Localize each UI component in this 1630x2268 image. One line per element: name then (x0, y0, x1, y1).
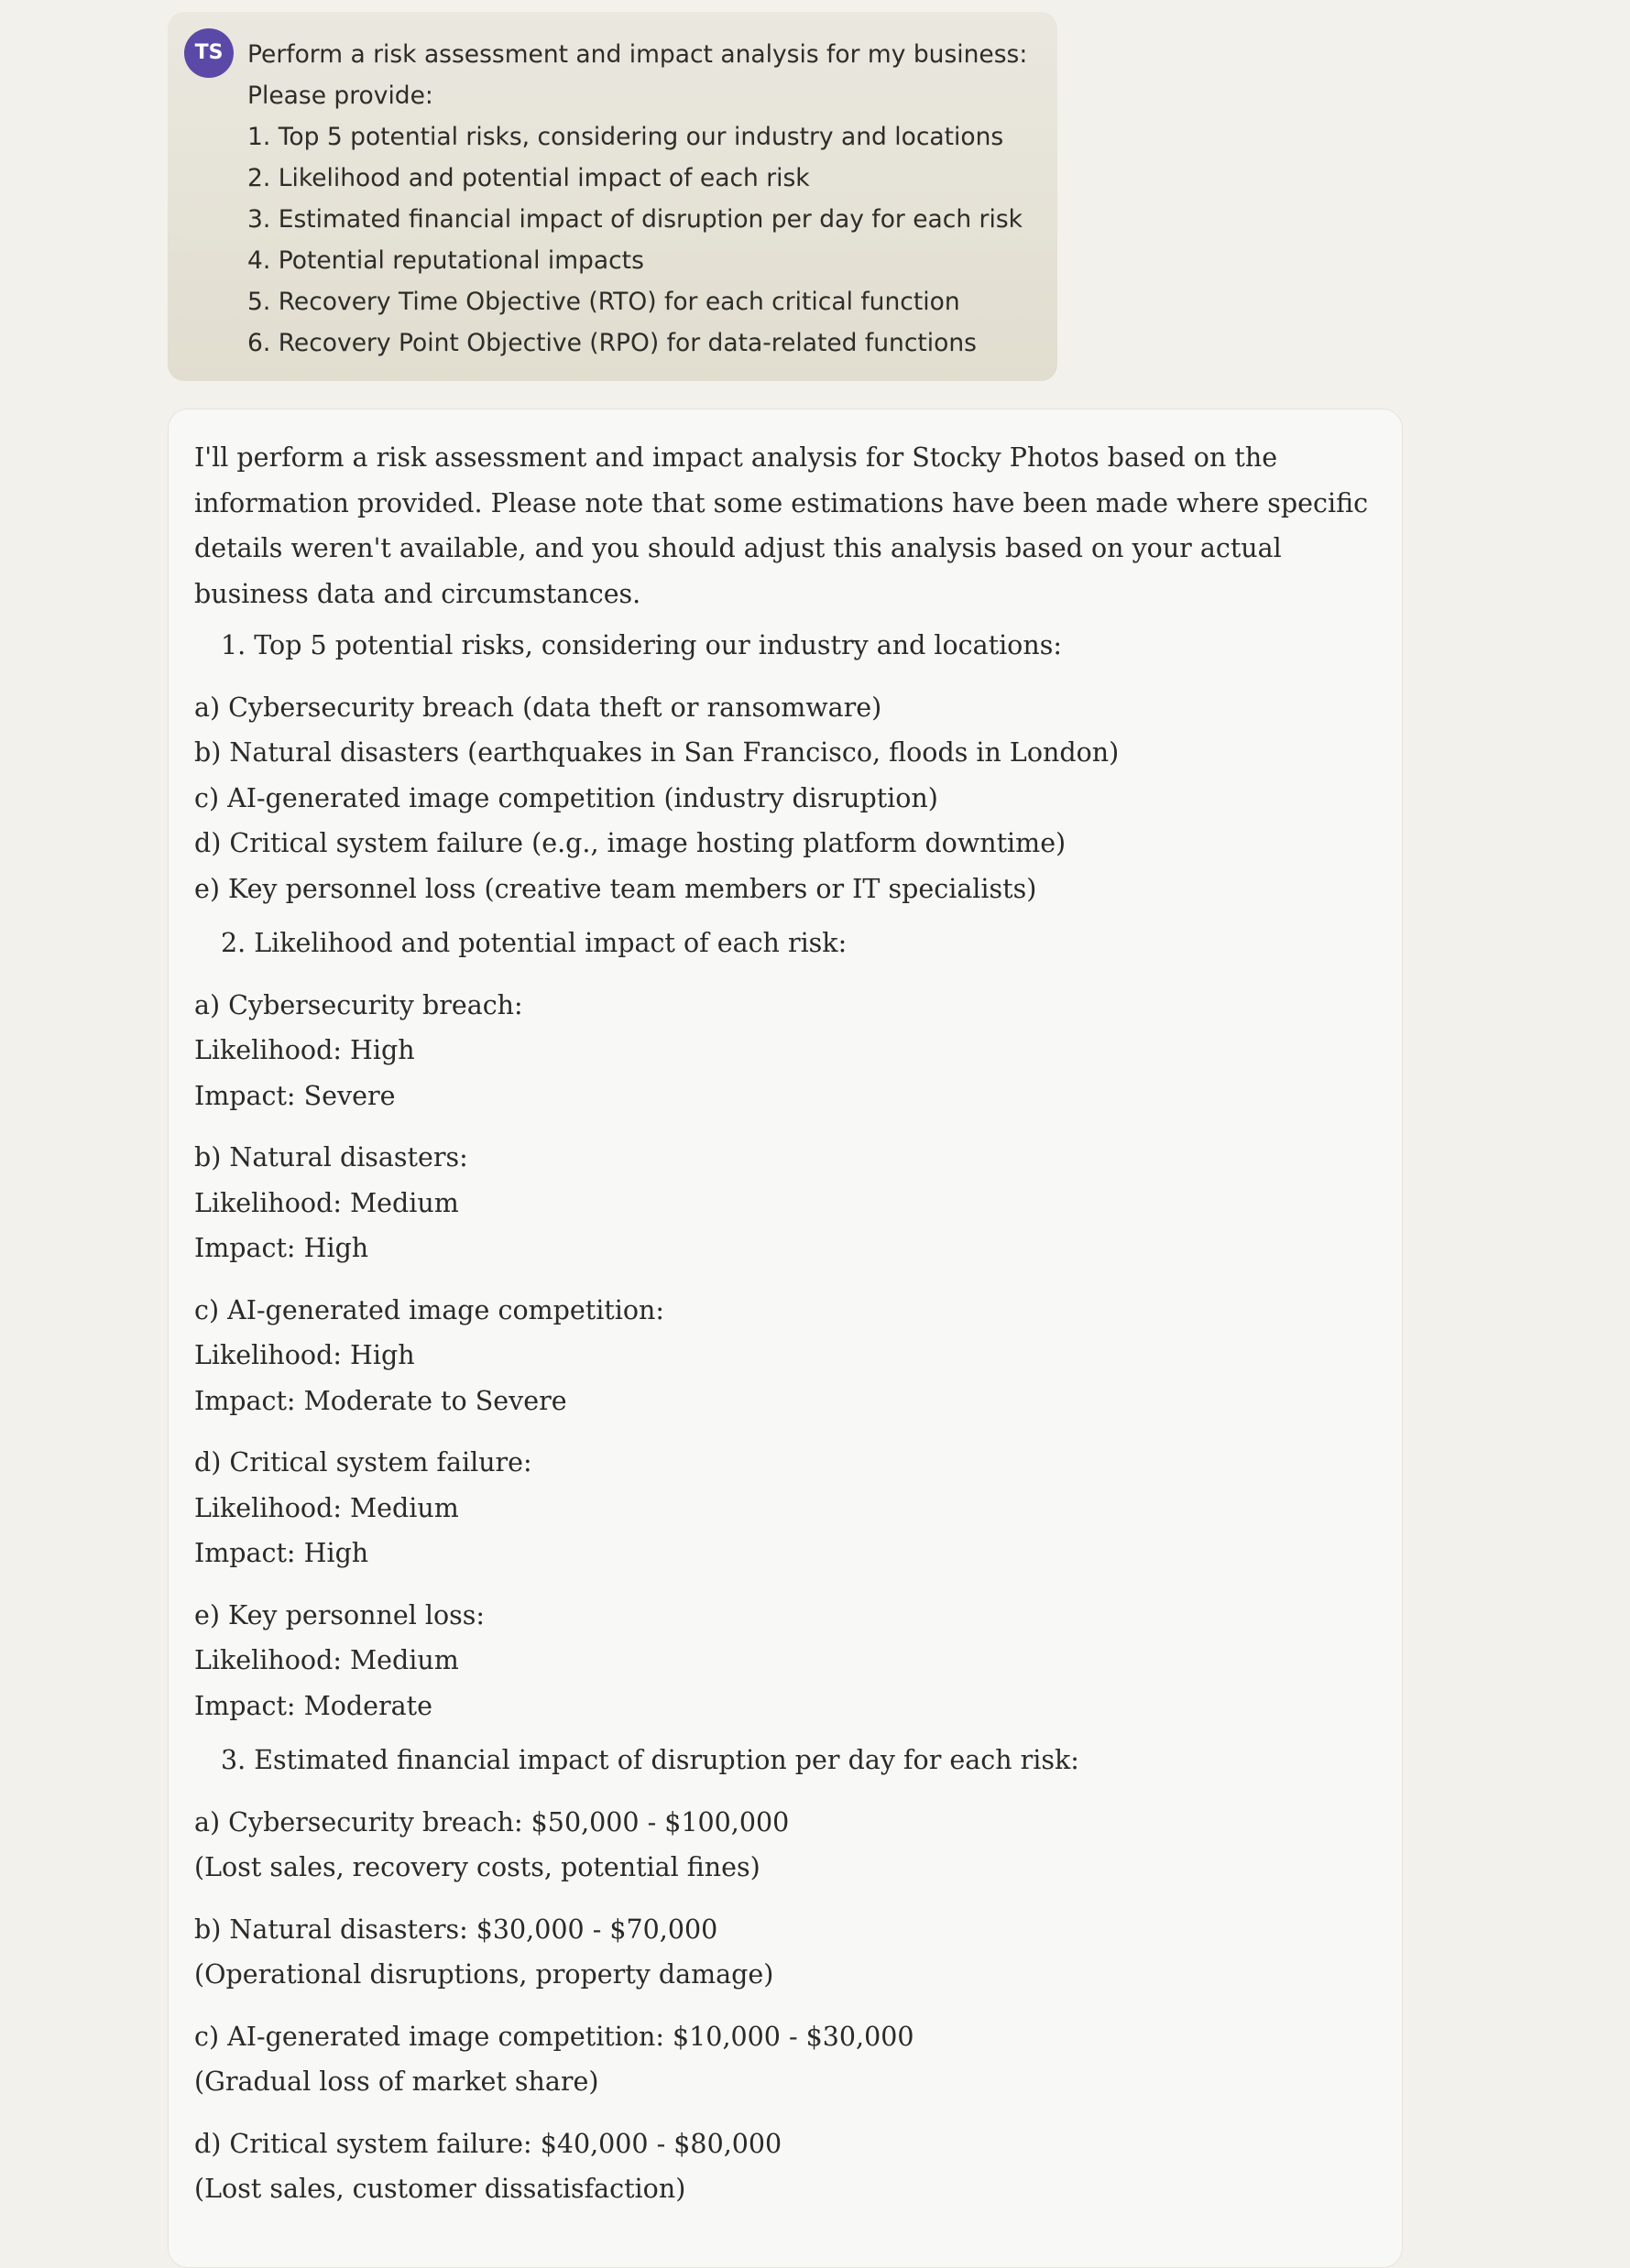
user-message-line: Please provide: (247, 82, 433, 110)
financial-impact-system-failure (194, 2121, 1376, 2212)
risk-impact: Impact: High (194, 1233, 369, 1263)
risk-impact: Impact: High (194, 1538, 369, 1568)
top-risks-list (194, 685, 1376, 912)
risk-title: d) Critical system failure: (194, 1447, 532, 1477)
user-message-text (247, 34, 1030, 364)
user-message-line: 4. Potential reputational impacts (247, 246, 644, 275)
risk-likelihood: Likelihood: Medium (194, 1187, 459, 1218)
financial-impact-natural-disasters (194, 1907, 1376, 1998)
risk-personnel-loss (194, 1593, 1376, 1729)
financial-impact-title: c) AI-generated image competition: $10,000 - $30,000 (194, 2021, 914, 2052)
risk-impact: Impact: Moderate (194, 1690, 432, 1721)
user-avatar: TS (184, 28, 234, 78)
user-message-line: 5. Recovery Time Objective (RTO) for each critical function (247, 288, 960, 316)
risk-title: a) Cybersecurity breach: (194, 989, 523, 1020)
user-message-line: Perform a risk assessment and impact analysis for my business: (247, 40, 1028, 69)
section-heading-likelihood-impact: 2. Likelihood and potential impact of each risk: (221, 928, 848, 958)
financial-impact-detail: (Lost sales, recovery costs, potential fines) (194, 1852, 760, 1882)
intro-line: information provided. Please note that some estimations have been made where specific (194, 487, 1369, 518)
section-heading-financial-impact: 3. Estimated financial impact of disruption per day for each risk: (221, 1745, 1079, 1775)
risk-system-failure (194, 1440, 1376, 1576)
risk-likelihood: Likelihood: High (194, 1035, 415, 1065)
intro-line: business data and circumstances. (194, 578, 641, 609)
risk-title: b) Natural disasters: (194, 1142, 468, 1172)
risk-impact: Impact: Moderate to Severe (194, 1385, 567, 1416)
intro-line: details weren't available, and you should adjust this analysis based on your actual (194, 533, 1282, 563)
list-item: c) AI-generated image competition (industry disruption) (194, 782, 938, 813)
list-item: e) Key personnel loss (creative team members or IT specialists) (194, 873, 1037, 904)
list-item: d) Critical system failure (e.g., image hosting platform downtime) (194, 828, 1067, 858)
financial-impact-detail: (Gradual loss of market share) (194, 2066, 599, 2097)
risk-title: e) Key personnel loss: (194, 1599, 485, 1630)
financial-impact-ai-competition (194, 2014, 1376, 2105)
assistant-intro-paragraph (194, 435, 1376, 616)
financial-impact-title: a) Cybersecurity breach: $50,000 - $100,000 (194, 1806, 790, 1837)
risk-natural-disasters (194, 1135, 1376, 1271)
assistant-message-card (168, 409, 1403, 2268)
user-message-line: 6. Recovery Point Objective (RPO) for data-related functions (247, 329, 977, 357)
user-message-line: 2. Likelihood and potential impact of each risk (247, 164, 810, 192)
financial-impact-title: b) Natural disasters: $30,000 - $70,000 (194, 1914, 718, 1945)
list-item: a) Cybersecurity breach (data theft or ransomware) (194, 692, 882, 723)
financial-impact-title: d) Critical system failure: $40,000 - $80,000 (194, 2128, 782, 2159)
financial-impact-cybersecurity (194, 1800, 1376, 1891)
risk-title: c) AI-generated image competition: (194, 1294, 664, 1325)
user-message-bubble (168, 12, 1057, 381)
section-heading-top-risks: 1. Top 5 potential risks, considering our industry and locations: (221, 630, 1062, 660)
user-message-line: 3. Estimated financial impact of disruption per day for each risk (247, 205, 1023, 234)
risk-likelihood: Likelihood: High (194, 1340, 415, 1370)
user-message-line: 1. Top 5 potential risks, considering our industry and locations (247, 123, 1004, 151)
risk-impact: Impact: Severe (194, 1080, 396, 1111)
risk-ai-competition (194, 1288, 1376, 1424)
list-item: b) Natural disasters (earthquakes in San Francisco, floods in London) (194, 737, 1120, 768)
financial-impact-detail: (Lost sales, customer dissatisfaction) (194, 2174, 686, 2204)
intro-line: I'll perform a risk assessment and impact analysis for Stocky Photos based on the (194, 442, 1278, 473)
risk-cybersecurity (194, 983, 1376, 1119)
risk-likelihood: Likelihood: Medium (194, 1492, 459, 1523)
financial-impact-detail: (Operational disruptions, property damage) (194, 1959, 774, 1990)
risk-likelihood: Likelihood: Medium (194, 1645, 459, 1675)
